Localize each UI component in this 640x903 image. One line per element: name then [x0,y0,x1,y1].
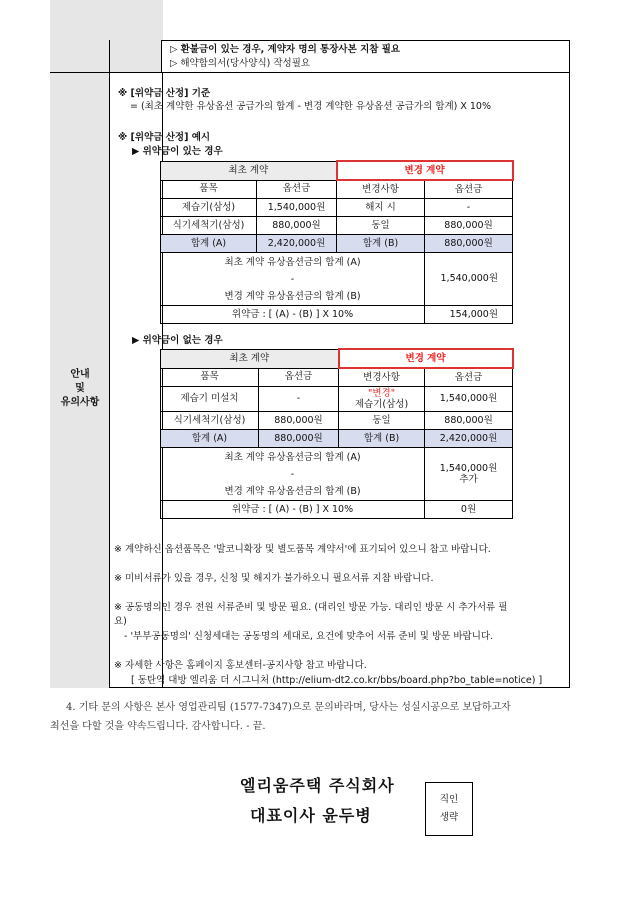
total-row [161,235,513,253]
header-option-price: 옵션금 [259,368,339,387]
cell: 880,000원 [259,430,339,448]
cell: 1,540,000원 [257,199,337,217]
cell: 1,540,000원 [425,387,513,412]
calc-minus: - [290,273,295,285]
cell: 합계 (B) [339,430,425,448]
cell: 2,420,000원 [257,235,337,253]
cell: - [425,199,513,217]
calc-value: 1,540,000원 [439,463,498,474]
header-item: 품목 [161,368,259,387]
header-changed-contract: 변경 계약 [339,349,513,368]
penalty-label: 위약금 : [ (A) - (B) ] X 10% [161,501,425,519]
seal-line-1: 직인 [439,794,459,805]
cell: 식기세척기(삼성) [161,217,257,235]
header-initial-contract: 최초 계약 [161,349,339,368]
calc-line-b: 변경 계약 유상옵션금의 합계 (B) [224,485,361,497]
cell: 합계 (B) [337,235,425,253]
header-option-price: 옵션금 [425,180,513,199]
footer-line-1: 4. 기타 문의 사항은 본사 영업관리팀 (1577-7347)으로 문의바라며, 당사는 성실시공으로 보답하고자 [66,702,511,713]
footer-text [50,698,590,736]
cell: 해지 시 [337,199,425,217]
table-row [161,387,513,412]
header-change: 변경사항 [339,368,425,387]
calc-cell [161,448,425,501]
penalty-table-2 [160,348,514,519]
section-label [50,368,110,410]
header-item: 품목 [161,180,257,199]
note-joint-owner-cont: 요) [114,616,127,627]
note-option-items: ※ 계약하신 옵션품목은 '발코니확장 및 별도품목 계약서'에 표기되어 있으니 참고 바랍니다. [114,544,491,555]
calc-value-cell [425,448,513,501]
calc-value: 1,540,000원 [425,253,513,306]
calc-minus: - [290,468,295,480]
cell: 제습기 미설치 [161,387,259,412]
cell: 동일 [337,217,425,235]
penalty-value: 154,000원 [425,306,513,324]
seal-line-2: 생략 [439,812,459,823]
penalty-basis-formula: = (최초 계약한 유상옵션 공급가의 합계 - 변경 계약한 유상옵션 공급가의 합계) X 10% [130,101,491,112]
seal-box [425,782,473,836]
total-row [161,430,513,448]
cell: 2,420,000원 [425,430,513,448]
note-refund-account: ▷ 환불금이 있는 경우, 계약자 명의 통장사본 지참 필요 [170,44,401,55]
calc-line-b: 변경 계약 유상옵션금의 합계 (B) [224,290,361,302]
section-label-line1: 안내 [70,369,90,380]
penalty-example-title: ※ [위약금 산정] 예시 [118,132,211,143]
header-option-price: 옵션금 [425,368,513,387]
cell: 880,000원 [425,412,513,430]
cell: 동일 [339,412,425,430]
row-divider [50,72,570,73]
cell: 합계 (A) [161,235,257,253]
company-name: 엘리움주택 주식회사 [240,776,395,795]
cell: - [259,387,339,412]
change-item: 제습기(삼성) [354,399,409,410]
note-cancellation-form: ▷ 해약합의서(당사양식) 작성필요 [170,58,311,69]
case2-title: ▶ 위약금이 없는 경우 [132,335,223,346]
header-initial-contract: 최초 계약 [161,161,337,180]
sub-label-cell [110,40,162,72]
table-row [161,412,513,430]
case1-title: ▶ 위약금이 있는 경우 [132,146,223,157]
header-changed-contract: 변경 계약 [337,161,513,180]
ceo-name: 대표이사 윤두병 [250,806,372,825]
header-change: 변경사항 [337,180,425,199]
change-marker: "변경" [367,388,396,399]
cell: 합계 (A) [161,430,259,448]
section-label-line3: 유의사항 [60,397,100,408]
label-column [50,40,110,688]
cell [339,387,425,412]
cell: 제습기(삼성) [161,199,257,217]
note-missing-docs: ※ 미비서류가 있을 경우, 신청 및 해지가 불가하오니 필요서류 지참 바랍니다. [114,573,434,584]
header-option-price: 옵션금 [257,180,337,199]
note-couple-joint: - '부부공동명의' 신청세대는 공동명의 세대로, 요건에 맞추어 서류 준비 및 방문 바랍니다. [124,631,494,642]
cell: 880,000원 [259,412,339,430]
penalty-basis-title: ※ [위약금 산정] 기준 [118,88,211,99]
cell: 식기세척기(삼성) [161,412,259,430]
header-shade [50,0,163,40]
calc-line-a: 최초 계약 유상옵션금의 합계 (A) [224,451,361,463]
note-homepage-link: [ 동탄역 대방 엘리움 더 시그니처 (http://elium-dt2.co.kr/bbs/board.php?bo_table=notice) ] [131,675,543,686]
penalty-table-1 [160,160,514,324]
table-row [161,199,513,217]
calc-line-a: 최초 계약 유상옵션금의 합계 (A) [224,256,361,268]
note-joint-owner: ※ 공동명의인 경우 전원 서류준비 및 방문 필요. (대리인 방문 가능. 대리인 방문 시 추가서류 필 [114,602,508,613]
cell: 880,000원 [257,217,337,235]
cell: 880,000원 [425,217,513,235]
footer-line-2: 최선을 다할 것을 약속드립니다. 감사합니다. - 끝. [50,721,266,732]
cell: 880,000원 [425,235,513,253]
table-row [161,217,513,235]
calc-cell [161,253,425,306]
penalty-label: 위약금 : [ (A) - (B) ] X 10% [161,306,425,324]
section-label-line2: 및 [75,383,85,394]
calc-value-note: 추가 [459,474,478,485]
note-homepage: ※ 자세한 사항은 홈페이지 홍보센터-공지사항 참고 바랍니다. [114,660,367,671]
penalty-value: 0원 [425,501,513,519]
